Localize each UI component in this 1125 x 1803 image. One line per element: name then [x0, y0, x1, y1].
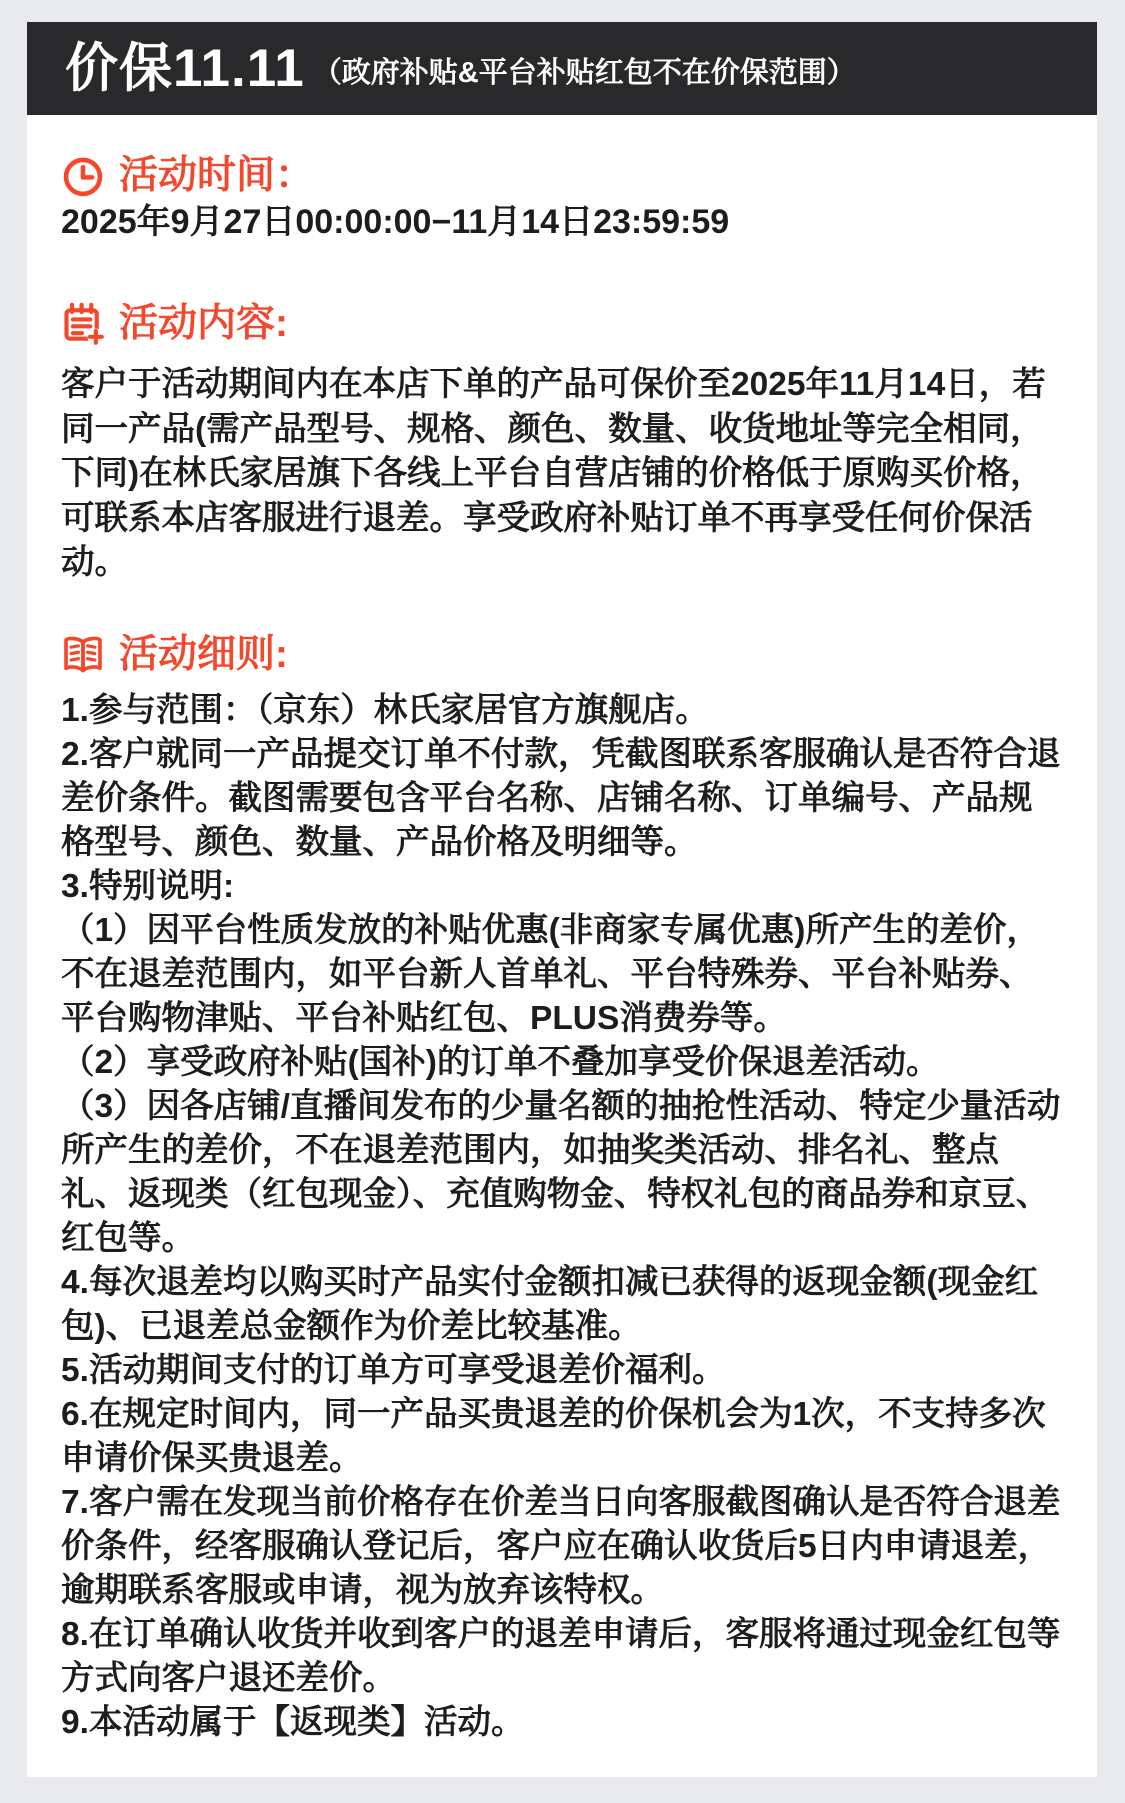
rules-item: 2.客户就同一产品提交订单不付款，凭截图联系客服确认是否符合退差价条件。截图需要包含平台名称、店铺名称、订单编号、产品规格型号、颜色、数量、产品价格及明细等。: [61, 735, 1061, 861]
rules-item: （1）因平台性质发放的补贴优惠(非商家专属优惠)所产生的差价，不在退差范围内，如平台新人首单礼、平台特殊券、平台补贴券、平台购物津贴、平台补贴红包、PLUS消费券等。: [61, 911, 1040, 1037]
rules-item: 4.每次退差均以购买时产品实付金额扣减已获得的返现金额(现金红包)、已退差总金额作为价差比较基准。: [61, 1263, 1039, 1345]
rules-item: 9.本活动属于【返现类】活动。: [61, 1703, 525, 1741]
activity-content-text: 客户于活动期间内在本店下单的产品可保价至2025年11月14日，若同一产品(需产品型号、规格、颜色、数量、收货地址等完全相同，下同)在林氏家居旗下各线上平台自营店铺的价格低于原购买价格，可联系本店客服进行退差。享受政府补贴订单不再享受任何价保活动。: [61, 366, 1046, 581]
rules-item: （3）因各店铺/直播间发布的少量名额的抽抢性活动、特定少量活动所产生的差价，不在退差范围内，如抽奖类活动、排名礼、整点礼、返现类（红包现金）、充值购物金、特权礼包的商品券和京豆、红包等。: [61, 1087, 1061, 1257]
rules-item: 1.参与范围：（京东）林氏家居官方旗舰店。: [61, 691, 709, 729]
content-card: [27, 115, 1097, 1777]
rules-list: [61, 689, 1063, 1745]
section-time-heading: [61, 153, 1063, 199]
section-content-title: 活动内容:: [119, 302, 288, 345]
book-icon: [61, 633, 105, 677]
section-rules-title: 活动细则:: [119, 632, 288, 676]
page-title: 价保11.11: [65, 39, 305, 98]
rules-item: 6.在规定时间内，同一产品买贵退差的价保机会为1次，不支持多次申请价保买贵退差。: [61, 1395, 1046, 1477]
clock-icon: [61, 154, 105, 198]
section-time-title: 活动时间：: [119, 154, 315, 197]
page-subtitle: （政府补贴&平台补贴红包不在价保范围）: [312, 57, 856, 89]
section-rules-heading: [61, 632, 1063, 678]
rules-item: 7.客户需在发现当前价格存在价差当日向客服截图确认是否符合退差价条件，经客服确认登记后，客户应在确认收货后5日内申请退差，逾期联系客服或申请，视为放弃该特权。: [61, 1483, 1061, 1609]
rules-item: 8.在订单确认收货并收到客户的退差申请后，客服将通过现金红包等方式向客户退还差价。: [61, 1615, 1061, 1697]
rules-item: 5.活动期间支付的订单方可享受退差价福利。: [61, 1351, 726, 1389]
rules-item: （2）享受政府补贴(国补)的订单不叠加享受价保退差活动。: [61, 1043, 940, 1081]
rules-item: 3.特别说明:: [61, 867, 235, 905]
activity-time-value: 2025年9月27日00:00:00−11月14日23:59:59: [61, 203, 730, 241]
section-content-heading: [61, 301, 1063, 347]
notepad-icon: [61, 302, 105, 346]
header-bar: [27, 22, 1097, 115]
